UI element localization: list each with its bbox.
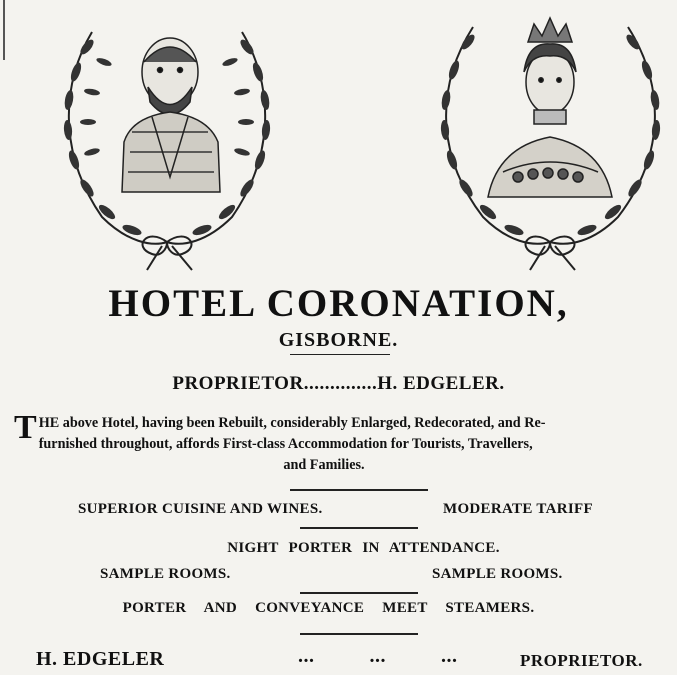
night-porter-text: NIGHT PORTER IN ATTENDANCE. [227,540,500,556]
proprietor-dots: .............. [303,373,378,394]
proprietor-line [0,373,677,395]
footer-name: H. EDGELER [36,648,165,670]
footer-dots: ... ... ... [298,645,458,667]
drop-cap: T [14,409,37,446]
description-paragraph [14,409,674,476]
tariff-text: MODERATE TARIFF [443,501,593,517]
proprietor-name: H. EDGELER. [377,373,505,394]
cuisine-text: SUPERIOR CUISINE AND WINES. [78,501,323,517]
title-divider [290,354,390,355]
description-line-3: and Families. [283,457,365,473]
scan-edge-line [3,0,5,60]
divider-3 [300,592,418,594]
footer-role: PROPRIETOR. [520,651,643,670]
porter-text: PORTER AND CONVEYANCE MEET STEAMERS. [122,600,535,616]
description-line-1: HE above Hotel, having been Rebuilt, considerably Enlarged, Redecorated, and Re- [38,415,546,431]
queen-portrait-icon [428,2,673,272]
sample-rooms-left: SAMPLE ROOMS. [100,566,231,582]
divider-2 [300,527,418,529]
divider-1 [290,489,428,491]
sample-rooms-right: SAMPLE ROOMS. [432,566,563,582]
hotel-title: HOTEL CORONATION, [108,282,569,325]
king-portrait-icon [52,2,282,272]
description-line-2: furnished throughout, affords First-class Accommodation for Tourists, Travellers, [38,436,533,452]
divider-4 [300,633,418,635]
hotel-location: GISBORNE. [278,329,399,351]
proprietor-label: PROPRIETOR [172,373,304,394]
